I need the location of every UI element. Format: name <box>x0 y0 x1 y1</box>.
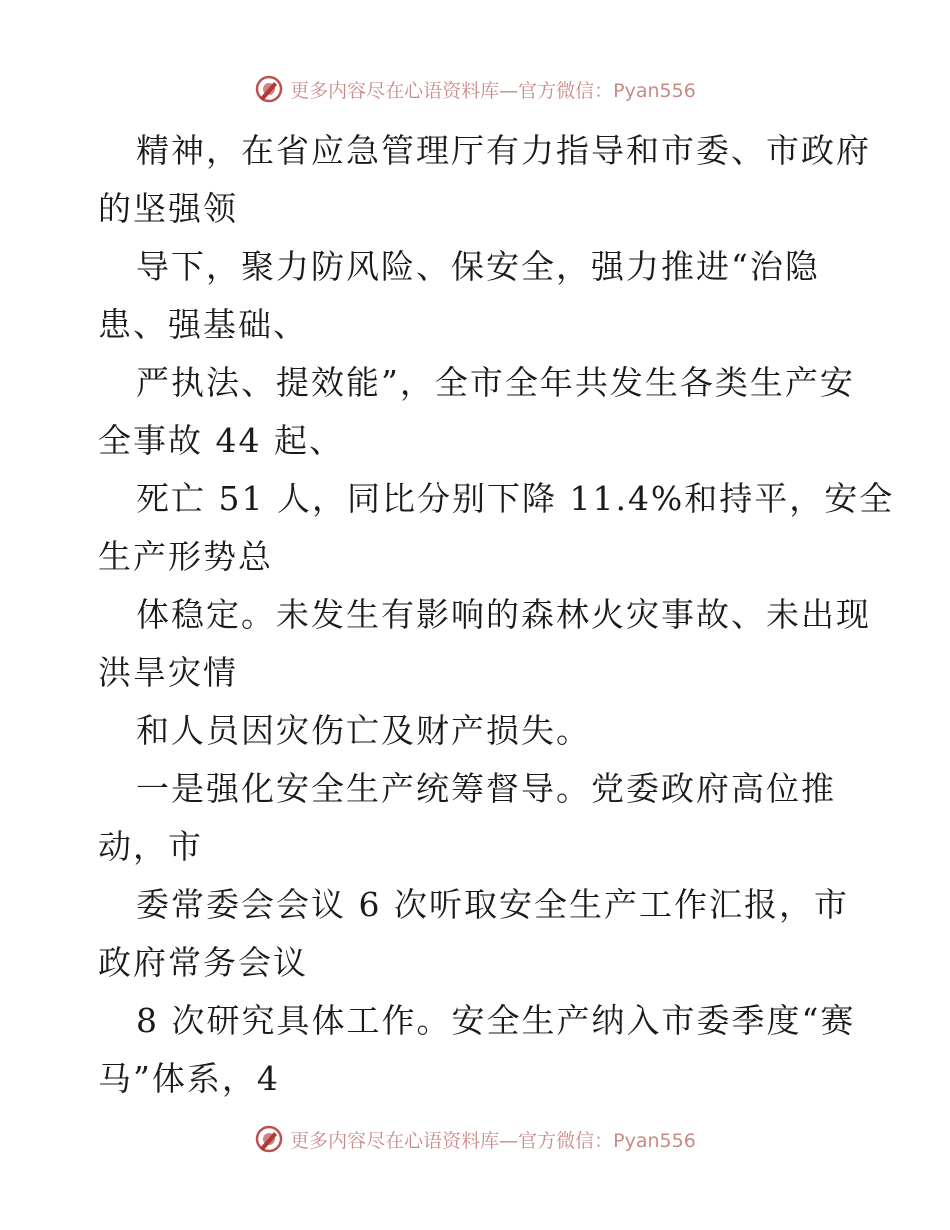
paragraph-line-wrap: 动，市 <box>98 827 203 866</box>
pen-logo-icon <box>254 74 284 104</box>
paragraph-line-wrap: 洪旱灾情 <box>98 653 238 692</box>
watermark-text: 更多内容尽在心语资料库—官方微信：Pyan556 <box>290 1129 696 1152</box>
paragraph-line: 8 次研究具体工作。安全生产纳入市委季度“赛 <box>136 1001 856 1040</box>
paragraph-line: 委常委会会议 6 次听取安全生产工作汇报，市 <box>136 885 849 924</box>
paragraph-line: 和人员因灾伤亡及财产损失。 <box>136 711 591 750</box>
paragraph-line-wrap: 政府常务会议 <box>98 943 308 982</box>
paragraph-line: 导下，聚力防风险、保安全，强力推进“治隐 <box>136 247 820 286</box>
paragraph-line-wrap: 患、强基础、 <box>98 305 308 344</box>
header-watermark <box>0 74 950 104</box>
watermark-text: 更多内容尽在心语资料库—官方微信：Pyan556 <box>290 79 696 102</box>
paragraph-line: 精神，在省应急管理厅有力指导和市委、市政府 <box>136 131 871 170</box>
paragraph-line-wrap: 的坚强领 <box>98 189 238 228</box>
document-body <box>98 122 895 1108</box>
paragraph-line-wrap: 马”体系，4 <box>98 1059 280 1098</box>
paragraph-line: 体稳定。未发生有影响的森林火灾事故、未出现 <box>136 595 871 634</box>
paragraph-line-wrap: 全事故 44 起、 <box>98 421 344 460</box>
paragraph-line: 一是强化安全生产统筹督导。党委政府高位推 <box>136 769 836 808</box>
paragraph-line-wrap: 生产形势总 <box>98 537 273 576</box>
pen-logo-icon <box>254 1124 284 1154</box>
paragraph-line: 死亡 51 人，同比分别下降 11.4%和持平，安全 <box>136 479 895 518</box>
footer-watermark <box>0 1124 950 1154</box>
paragraph-line: 严执法、提效能”，全市全年共发生各类生产安 <box>136 363 855 402</box>
